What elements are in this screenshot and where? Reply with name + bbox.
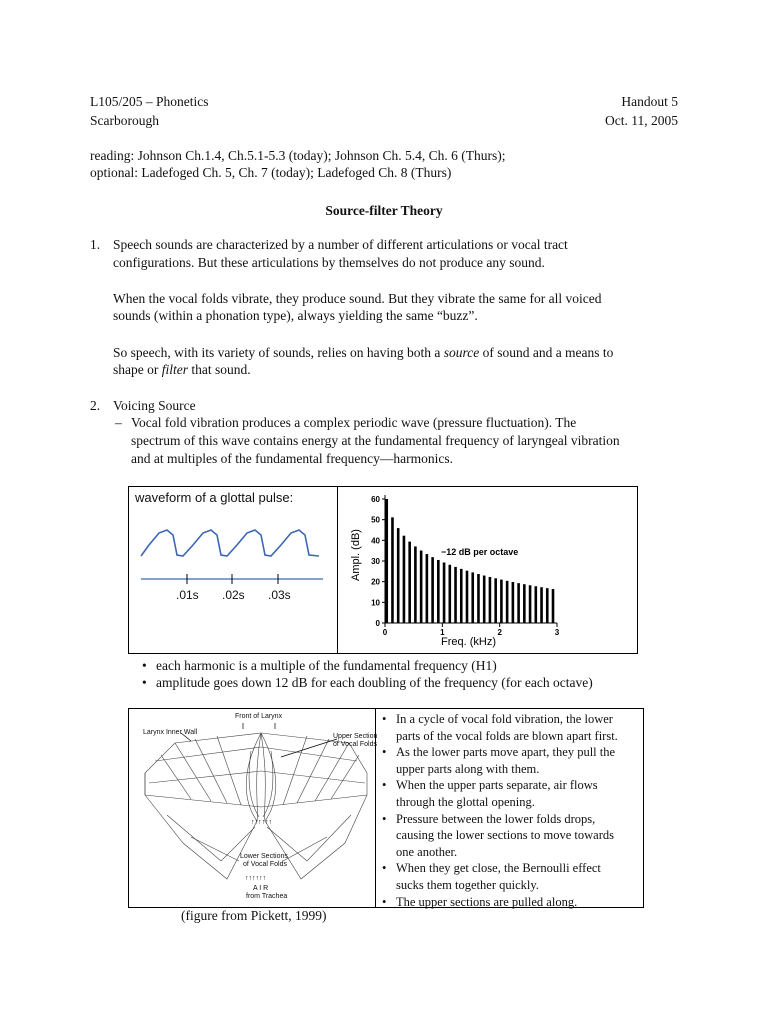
tick-label-03: .03s bbox=[268, 588, 291, 602]
s1-p3-line2 bbox=[113, 362, 251, 378]
handout-number: Handout 5 bbox=[621, 94, 678, 109]
cycle-text: As the lower parts move apart, they pull the bbox=[396, 745, 616, 760]
reading-line: reading: Johnson Ch.1.4, Ch.5.1-5.3 (today); Johnson Ch. 5.4, Ch. 6 (Thurs); bbox=[90, 148, 506, 163]
harmonic-bar bbox=[426, 554, 429, 623]
y-tick-label: 50 bbox=[371, 515, 380, 525]
cycle-text: through the glottal opening. bbox=[396, 794, 535, 809]
s1-p1-line2: configurations. But these articulations by themselves do not produce any sound. bbox=[113, 255, 545, 270]
harmonic-bullet-list bbox=[140, 658, 593, 691]
figure-caption: (figure from Pickett, 1999) bbox=[181, 908, 327, 923]
harmonic-bar bbox=[466, 571, 469, 623]
list-item bbox=[380, 711, 618, 744]
s1-p3b-text-end: that sound. bbox=[187, 362, 251, 377]
cycle-text: sucks them together quickly. bbox=[396, 877, 539, 892]
source-term: source bbox=[443, 345, 480, 360]
cycle-text: When they get close, the Bernoulli effect bbox=[396, 861, 601, 876]
s1-p1-line1: Speech sounds are characterized by a number of different articulations or vocal tract bbox=[113, 237, 568, 252]
harmonic-bar bbox=[443, 562, 446, 623]
harmonic-bar bbox=[494, 578, 497, 623]
spectrum-xlabel: Freq. (kHz) bbox=[441, 636, 496, 648]
list-item bbox=[380, 811, 618, 861]
y-tick-label: 30 bbox=[371, 557, 380, 566]
x-tick-label: 2 bbox=[497, 628, 502, 637]
y-tick-label: 20 bbox=[371, 577, 380, 587]
lower-section-label-2: of Vocal Folds bbox=[243, 861, 287, 868]
s2-line1: Vocal fold vibration produces a complex periodic wave (pressure fluctuation). The bbox=[131, 415, 577, 430]
waveform-label: waveform of a glottal pulse: bbox=[135, 490, 294, 505]
harmonic-bar bbox=[414, 546, 417, 623]
list-item bbox=[380, 894, 618, 911]
harmonic-bar bbox=[517, 583, 520, 623]
s1-p3-text: So speech, with its variety of sounds, relies on having both a bbox=[113, 345, 444, 360]
harmonic-bar bbox=[483, 576, 486, 623]
s1-p2-line1: When the vocal folds vibrate, they produce sound. But they vibrate the same for all voiced bbox=[113, 291, 602, 306]
air-label: A I R bbox=[253, 885, 269, 892]
list-item bbox=[380, 744, 618, 777]
filter-term: filter bbox=[161, 362, 188, 377]
tick-label-02: .02s bbox=[222, 588, 245, 602]
y-tick-label: 0 bbox=[375, 619, 380, 628]
upward-arrows: ↑↑↑↑↑↑ bbox=[251, 819, 272, 826]
y-tick-label: 10 bbox=[371, 598, 380, 608]
x-tick-label: 1 bbox=[440, 628, 445, 637]
cycle-text: Pressure between the lower folds drops, bbox=[396, 811, 596, 826]
cycle-text: In a cycle of vocal fold vibration, the lower bbox=[396, 712, 613, 726]
harmonic-bar bbox=[385, 499, 388, 623]
page-title: Source-filter Theory bbox=[325, 203, 443, 218]
harmonic-bar bbox=[552, 589, 555, 623]
vibration-cycle-list bbox=[380, 711, 618, 910]
harmonic-bar bbox=[460, 569, 463, 623]
harmonic-bar bbox=[540, 587, 543, 623]
harmonic-bar bbox=[449, 565, 452, 623]
cycle-text: one another. bbox=[396, 844, 458, 859]
handout-date: Oct. 11, 2005 bbox=[605, 113, 678, 128]
harmonic-bar bbox=[500, 580, 503, 623]
tick-label-01: .01s bbox=[176, 588, 199, 602]
harmonic-bar bbox=[506, 581, 509, 623]
dash-marker: – bbox=[115, 415, 122, 430]
s1-p3b-text: shape or bbox=[113, 362, 162, 377]
harmonic-bar bbox=[391, 517, 394, 623]
harmonic-bar bbox=[437, 560, 440, 623]
larynx-figure-box bbox=[128, 708, 644, 908]
inner-wall-label: Larynx Inner Wall bbox=[143, 729, 198, 736]
optional-reading-line: optional: Ladefoged Ch. 5, Ch. 7 (today); Ladefoged Ch. 8 (Thurs) bbox=[90, 165, 452, 180]
section-2-heading: Voicing Source bbox=[113, 398, 196, 413]
y-tick-label: 40 bbox=[371, 536, 380, 546]
s1-p3-line1 bbox=[113, 345, 613, 361]
harmonic-bar bbox=[535, 586, 538, 623]
x-tick-label: 0 bbox=[382, 628, 388, 637]
s2-line3: and at multiples of the fundamental frequency—harmonics. bbox=[131, 451, 454, 466]
harmonic-bar bbox=[477, 574, 480, 623]
cycle-text: upper parts along with them. bbox=[396, 761, 540, 776]
upper-section-label-2: of Vocal Folds bbox=[333, 741, 377, 748]
glottal-figure-box bbox=[128, 486, 638, 654]
list-item: • amplitude goes down 12 dB for each doubling of the frequency (for each octave) bbox=[140, 675, 593, 691]
air-arrows: ↑↑↑↑↑↑ bbox=[245, 875, 266, 882]
list-item bbox=[380, 860, 618, 893]
list-item bbox=[380, 777, 618, 810]
harmonic-bar bbox=[523, 584, 526, 623]
harmonic-bar bbox=[546, 588, 549, 623]
harmonic-bar bbox=[529, 585, 532, 623]
s1-p3-text-end: of sound and a means to bbox=[479, 345, 614, 360]
list-item: • each harmonic is a multiple of the fundamental frequency (H1) bbox=[140, 658, 593, 674]
course-title: L105/205 – Phonetics bbox=[90, 94, 209, 109]
harmonic-bar bbox=[489, 577, 492, 623]
harmonic-bar bbox=[512, 582, 515, 623]
instructor: Scarborough bbox=[90, 113, 159, 128]
cycle-text: causing the lower sections to move towards bbox=[396, 828, 615, 843]
harmonic-bar bbox=[397, 528, 400, 623]
upper-section-label-1: Upper Section bbox=[333, 733, 378, 740]
harmonic-bar bbox=[431, 557, 434, 623]
cycle-text: The upper sections are pulled along. bbox=[396, 894, 578, 909]
harmonic-bar bbox=[403, 536, 406, 623]
y-tick-label: 60 bbox=[371, 495, 380, 504]
harmonic-bar bbox=[454, 567, 457, 623]
front-of-larynx-label: Front of Larynx bbox=[235, 713, 283, 720]
harmonic-spectrum bbox=[341, 489, 635, 651]
figure-divider bbox=[337, 487, 338, 653]
harmonic-bar bbox=[471, 572, 474, 623]
s2-line2: spectrum of this wave contains energy at the fundamental frequency of laryngeal vibration bbox=[131, 433, 620, 448]
harmonic-bar bbox=[420, 551, 423, 623]
trachea-label: from Trachea bbox=[246, 893, 288, 900]
lower-section-label-1: Lower Sections bbox=[240, 853, 288, 860]
slope-annotation: −12 dB per octave bbox=[441, 547, 519, 557]
cycle-text: parts of the vocal folds are blown apart first. bbox=[396, 728, 618, 743]
s1-p2-line2: sounds (within a phonation type), always yielding the same “buzz”. bbox=[113, 308, 478, 323]
cycle-text: When the upper parts separate, air flows bbox=[396, 778, 598, 793]
harmonic-bar bbox=[408, 542, 411, 623]
section-2-number: 2. bbox=[90, 398, 101, 413]
section-1-number: 1. bbox=[90, 237, 101, 252]
x-tick-label: 3 bbox=[554, 628, 560, 637]
spectrum-ylabel: Ampl. (dB) bbox=[350, 529, 362, 581]
